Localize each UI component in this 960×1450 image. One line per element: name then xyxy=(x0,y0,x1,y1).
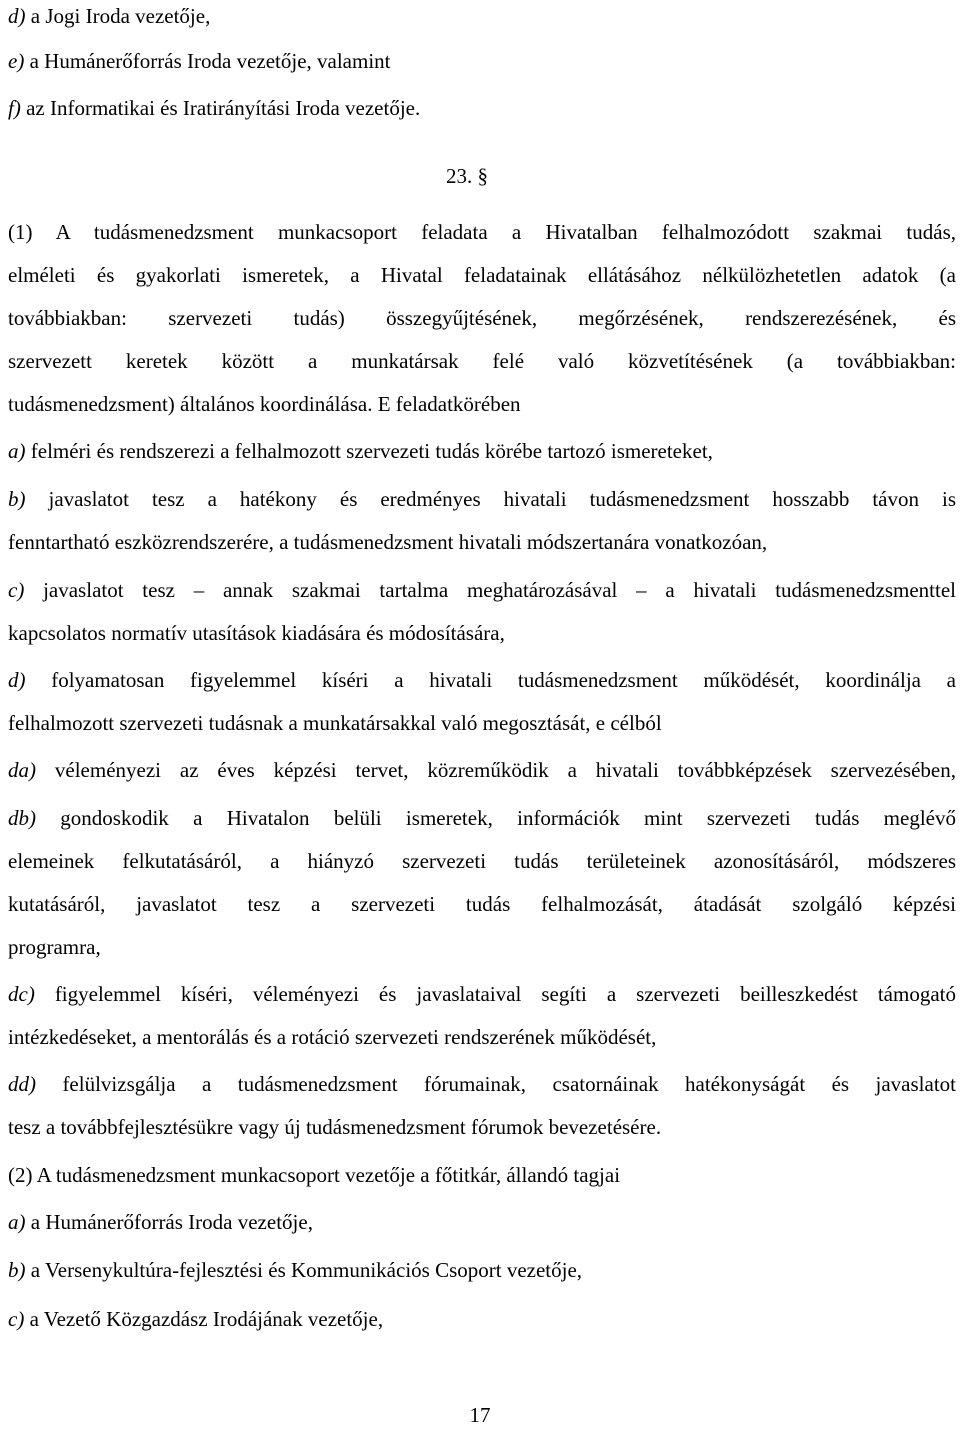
line-text: (1) A tudásmenedzsment munkacsoport feladata a Hivatalban felhalmozódott szakmai tudás, xyxy=(8,220,956,244)
list-marker: e) xyxy=(8,49,25,73)
list-item xyxy=(8,1209,956,1235)
list-item xyxy=(8,667,956,693)
paragraph-line xyxy=(8,219,956,245)
line-text: fenntartható eszközrendszerére, a tudásmenedzsment hivatali módszertanára vonatkozóan, xyxy=(8,530,768,554)
list-marker: d) xyxy=(8,4,26,28)
list-marker: da) xyxy=(8,758,36,782)
line-text: a Jogi Iroda vezetője, xyxy=(25,4,211,28)
paragraph-line xyxy=(8,529,956,555)
line-text: felülvizsgálja a tudásmenedzsment fórumainak, csatornáinak hatékonyságát és javaslatot xyxy=(36,1072,956,1096)
list-marker: b) xyxy=(8,1258,26,1282)
line-text: továbbiakban: szervezeti tudás) összegyűjtésének, megőrzésének, rendszerezésének, és xyxy=(8,306,956,330)
list-item xyxy=(8,438,956,464)
line-text: programra, xyxy=(8,935,101,959)
list-marker: a) xyxy=(8,439,26,463)
line-text: elemeinek felkutatásáról, a hiányzó szervezeti tudás területeinek azonosításáról, módszeres xyxy=(8,849,956,873)
line-text: szervezett keretek között a munkatársak felé való közvetítésének (a továbbiakban: xyxy=(8,349,956,373)
list-item xyxy=(8,577,956,603)
paragraph-line xyxy=(8,710,956,736)
line-text: felhalmozott szervezeti tudásnak a munkatársakkal való megosztását, e célból xyxy=(8,711,662,735)
line-text: véleményezi az éves képzési tervet, közreműködik a hivatali továbbképzések szervezésében, xyxy=(36,758,956,782)
list-item xyxy=(8,1306,956,1332)
paragraph-line xyxy=(8,348,956,374)
line-text: a Humánerőforrás Iroda vezetője, valamint xyxy=(24,49,391,73)
paragraph-line xyxy=(8,848,956,874)
list-item xyxy=(8,981,956,1007)
paragraph-line xyxy=(8,620,956,646)
line-text: javaslatot tesz a hatékony és eredményes hivatali tudásmenedzsment hosszabb távon is xyxy=(25,487,956,511)
page-number: 17 xyxy=(469,1403,491,1427)
line-text: tudásmenedzsment) általános koordinálása. E feladatkörében xyxy=(8,392,521,416)
list-marker: c) xyxy=(8,1307,25,1331)
list-item xyxy=(8,805,956,831)
list-marker: d) xyxy=(8,668,26,692)
list-item xyxy=(8,1257,956,1283)
list-item xyxy=(8,48,956,74)
line-text: a Versenykultúra-fejlesztési és Kommunikációs Csoport vezetője, xyxy=(25,1258,583,1282)
paragraph-line xyxy=(8,1162,956,1188)
line-text: felméri és rendszerezi a felhalmozott szervezeti tudás körébe tartozó ismereteket, xyxy=(25,439,713,463)
list-item xyxy=(8,757,956,783)
list-marker: a) xyxy=(8,1210,26,1234)
list-marker: b) xyxy=(8,487,26,511)
list-item xyxy=(8,486,956,512)
line-text: gondoskodik a Hivatalon belüli ismeretek, információk mint szervezeti tudás meglévő xyxy=(36,806,956,830)
list-item xyxy=(8,3,956,29)
line-text: intézkedéseket, a mentorálás és a rotáció szervezeti rendszerének működését, xyxy=(8,1025,657,1049)
line-text: figyelemmel kíséri, véleményezi és javaslataival segíti a szervezeti beilleszkedést támogató xyxy=(34,982,956,1006)
list-marker: c) xyxy=(8,578,25,602)
paragraph-line xyxy=(8,891,956,917)
line-text: a Humánerőforrás Iroda vezetője, xyxy=(25,1210,313,1234)
list-marker: dd) xyxy=(8,1072,36,1096)
paragraph-line xyxy=(8,262,956,288)
paragraph-line xyxy=(8,1024,956,1050)
line-text: tesz a továbbfejlesztésükre vagy új tudásmenedzsment fórumok bevezetésére. xyxy=(8,1115,662,1139)
list-marker: dc) xyxy=(8,982,35,1006)
section-heading: 23. § xyxy=(446,164,488,188)
line-text: a Vezető Közgazdász Irodájának vezetője, xyxy=(24,1307,384,1331)
line-text: (2) A tudásmenedzsment munkacsoport vezetője a főtitkár, állandó tagjai xyxy=(8,1163,621,1187)
paragraph-line xyxy=(8,305,956,331)
paragraph-line xyxy=(8,1114,956,1140)
line-text: elméleti és gyakorlati ismeretek, a Hivatal feladatainak ellátásához nélkülözhetetlen adatok (a xyxy=(8,263,956,287)
list-marker: f) xyxy=(8,96,21,120)
list-marker: db) xyxy=(8,806,36,830)
line-text: kapcsolatos normatív utasítások kiadására és módosítására, xyxy=(8,621,505,645)
line-text: kutatásáról, javaslatot tesz a szervezeti tudás felhalmozását, átadását szolgáló képzési xyxy=(8,892,956,916)
list-item xyxy=(8,1071,956,1097)
line-text: folyamatosan figyelemmel kíséri a hivatali tudásmenedzsment működését, koordinálja a xyxy=(25,668,956,692)
line-text: javaslatot tesz – annak szakmai tartalma meghatározásával – a hivatali tudásmenedzsmenttel xyxy=(24,578,956,602)
list-item xyxy=(8,95,956,121)
line-text: az Informatikai és Iratirányítási Iroda vezetője. xyxy=(20,96,421,120)
paragraph-line xyxy=(8,391,956,417)
paragraph-line xyxy=(8,934,956,960)
